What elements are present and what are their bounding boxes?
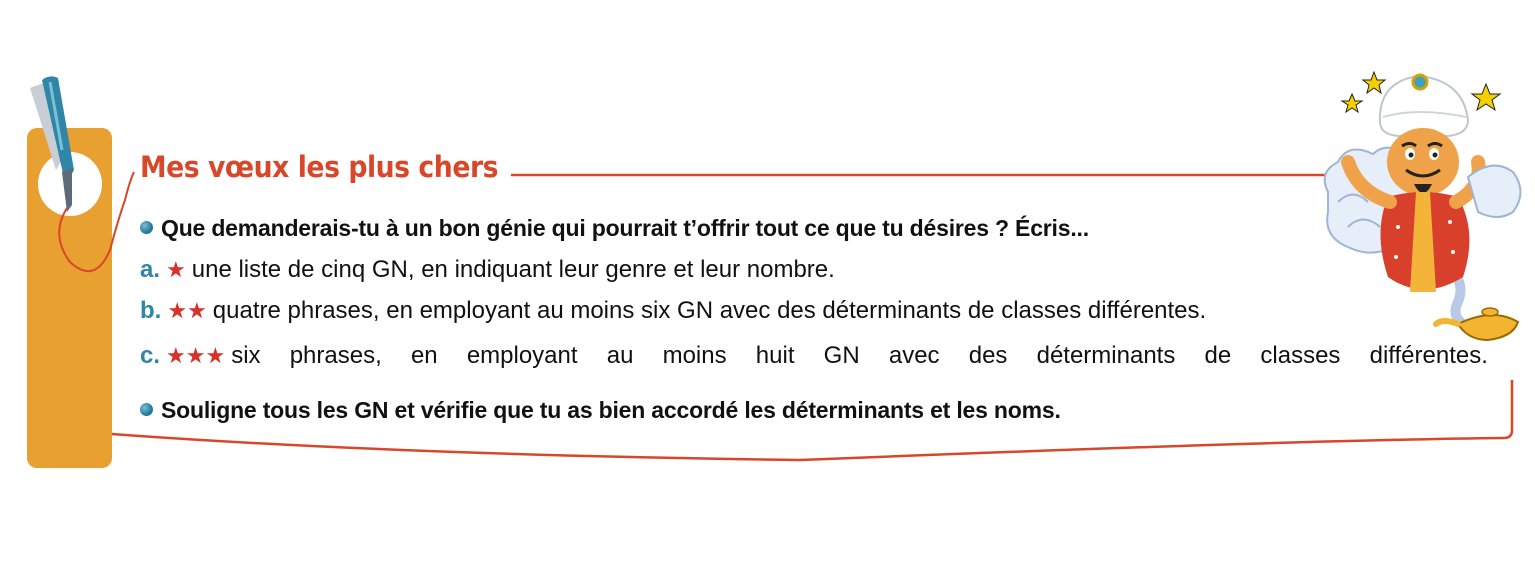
magic-lamp-icon	[1436, 308, 1518, 340]
difficulty-stars: ★★★	[166, 343, 226, 368]
item-word: six	[231, 342, 261, 369]
item-word: GN	[823, 342, 860, 369]
item-word: différentes.	[1369, 342, 1488, 369]
star-icon	[1472, 84, 1500, 110]
bullet-icon	[140, 403, 153, 416]
difficulty-stars: ★	[166, 257, 186, 282]
item-word: déterminants	[1036, 342, 1176, 369]
item-a	[140, 256, 835, 284]
item-word: de	[1204, 342, 1232, 369]
bullet-icon	[140, 221, 153, 234]
item-word: au	[606, 342, 634, 369]
item-word: phrases,	[289, 342, 382, 369]
item-letter: b.	[140, 297, 162, 324]
turban-jewel	[1413, 75, 1427, 89]
star-icon	[1342, 94, 1362, 112]
item-text: quatre phrases, en employant au moins six GN avec des déterminants de classes différentes.	[212, 297, 1207, 324]
item-word: avec	[888, 342, 940, 369]
genie-illustration	[1318, 62, 1528, 362]
item-word: classes	[1260, 342, 1341, 369]
item-text: une liste de cinq GN, en indiquant leur genre et leur nombre.	[191, 256, 835, 283]
item-word: en	[410, 342, 438, 369]
item-letter: c.	[140, 342, 161, 369]
item-word: employant	[466, 342, 578, 369]
instruction-1-text: Que demanderais-tu à un bon génie qui pourrait t’offrir tout ce que tu désires ? Écris...	[161, 215, 1089, 241]
instruction-1	[140, 215, 1089, 242]
difficulty-stars: ★★	[167, 298, 207, 323]
instruction-2	[140, 397, 1061, 424]
exercise-title: Mes vœux les plus chers	[140, 150, 499, 184]
item-c	[140, 342, 1488, 370]
item-word: huit	[755, 342, 795, 369]
item-word: moins	[662, 342, 727, 369]
star-icon	[1363, 72, 1385, 93]
item-letter: a.	[140, 256, 161, 283]
instruction-2-text: Souligne tous les GN et vérifie que tu as bien accordé les déterminants et les noms.	[161, 397, 1061, 423]
item-b	[140, 297, 1206, 325]
item-word: des	[968, 342, 1008, 369]
